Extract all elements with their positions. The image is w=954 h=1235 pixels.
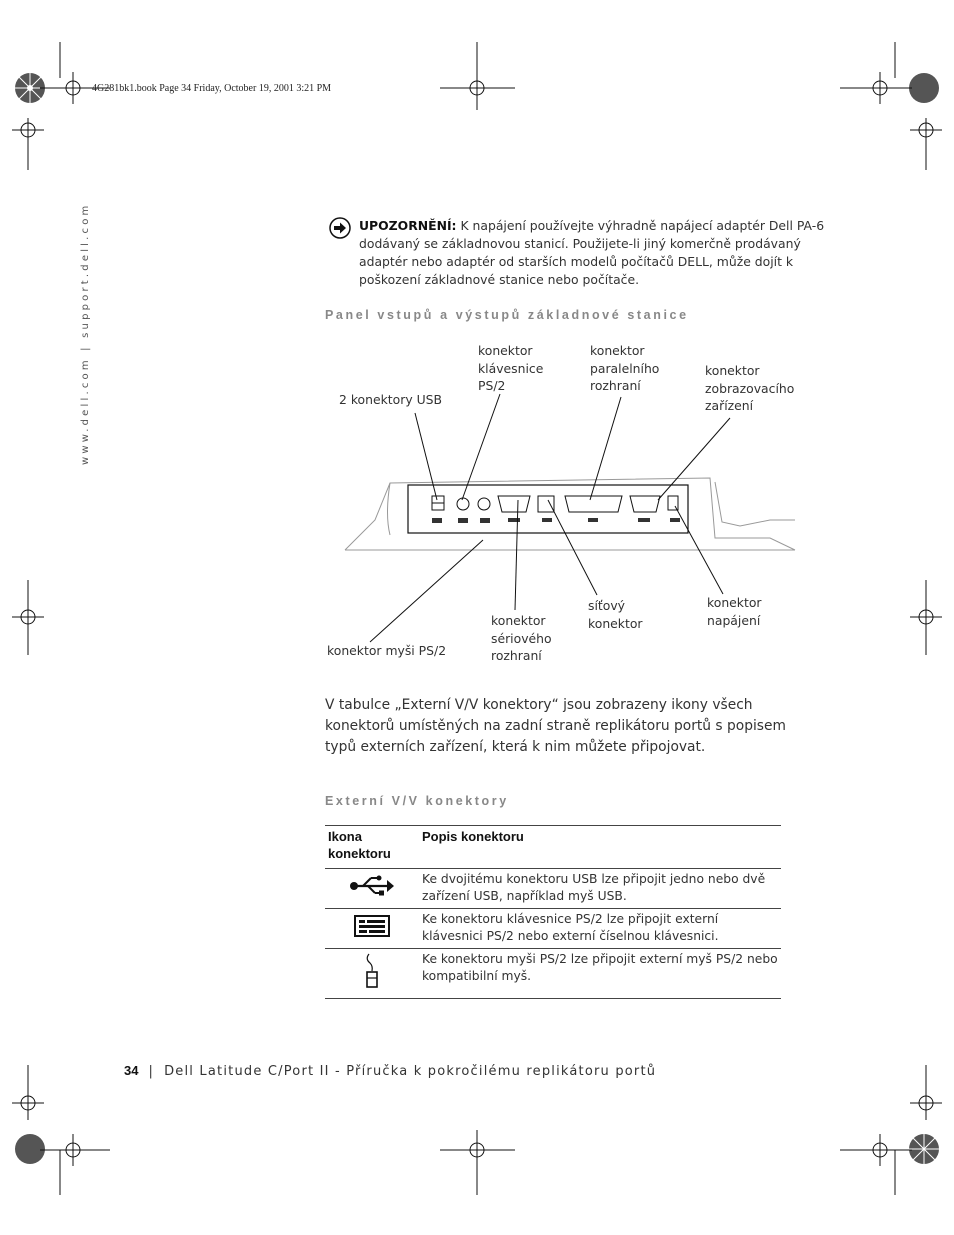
column-header-icon: Ikona konektoru	[328, 829, 391, 861]
side-url: www.dell.com | support.dell.com	[80, 202, 91, 465]
description-cell: Ke konektoru klávesnice PS/2 lze připojit externí klávesnici PS/2 nebo externí číselnou klávesnici.	[422, 912, 719, 943]
label-mouse: konektor myši PS/2	[327, 643, 447, 658]
label-serial: konektor sériového rozhraní	[491, 613, 552, 663]
notice-label: UPOZORNĚNÍ:	[359, 218, 457, 233]
footer-separator: |	[148, 1064, 155, 1079]
label-network: síťový konektor	[588, 598, 643, 631]
connectors-table	[325, 825, 781, 999]
page-footer	[124, 1063, 656, 1079]
label-video: konektor zobrazovacího zařízení	[705, 363, 795, 413]
label-power: konektor napájení	[707, 595, 762, 628]
column-header-description: Popis konektoru	[422, 829, 524, 844]
print-header: 4G281bk1.book Page 34 Friday, October 19, 2001 3:21 PM	[92, 83, 332, 94]
label-usb: 2 konektory USB	[339, 392, 443, 407]
table-caption: Externí V/V konektory	[325, 794, 509, 808]
label-parallel: konektor paralelního rozhraní	[590, 343, 660, 393]
table-row	[325, 869, 781, 909]
table-header-row	[325, 826, 781, 869]
footer-title: Dell Latitude C/Port II - Příručka k pokročilému replikátoru portů	[164, 1064, 657, 1079]
table-row	[325, 909, 781, 949]
description-cell: Ke dvojitému konektoru USB lze připojit jedno nebo dvě zařízení USB, například myš USB.	[422, 872, 766, 903]
label-keyboard: konektor klávesnice PS/2	[478, 343, 544, 393]
body-paragraph: V tabulce „Externí V/V konektory“ jsou zobrazeny ikony všech konektorů umístěných na zadní straně replikátoru portů s popisem typů externích zařízení, která k nim můžete připojovat.	[325, 697, 786, 755]
panel-caption: Panel vstupů a výstupů základnové stanice	[325, 308, 689, 322]
description-cell: Ke konektoru myši PS/2 lze připojit externí myš PS/2 nebo kompatibilní myš.	[422, 952, 778, 983]
notice-body: K napájení používejte výhradně napájecí adaptér Dell PA-6 dodávaný se základnovou stanicí. Použijete-li jiný komerčně prodávaný adaptér nebo adaptér od starších modelů počítačů DELL, může dojít k poškození základnové stanice nebo počítače.	[359, 218, 825, 287]
page-number: 34	[124, 1063, 139, 1078]
usb-icon	[349, 886, 395, 900]
keyboard-icon	[354, 926, 390, 940]
table-row	[325, 949, 781, 999]
mouse-icon	[364, 978, 380, 992]
